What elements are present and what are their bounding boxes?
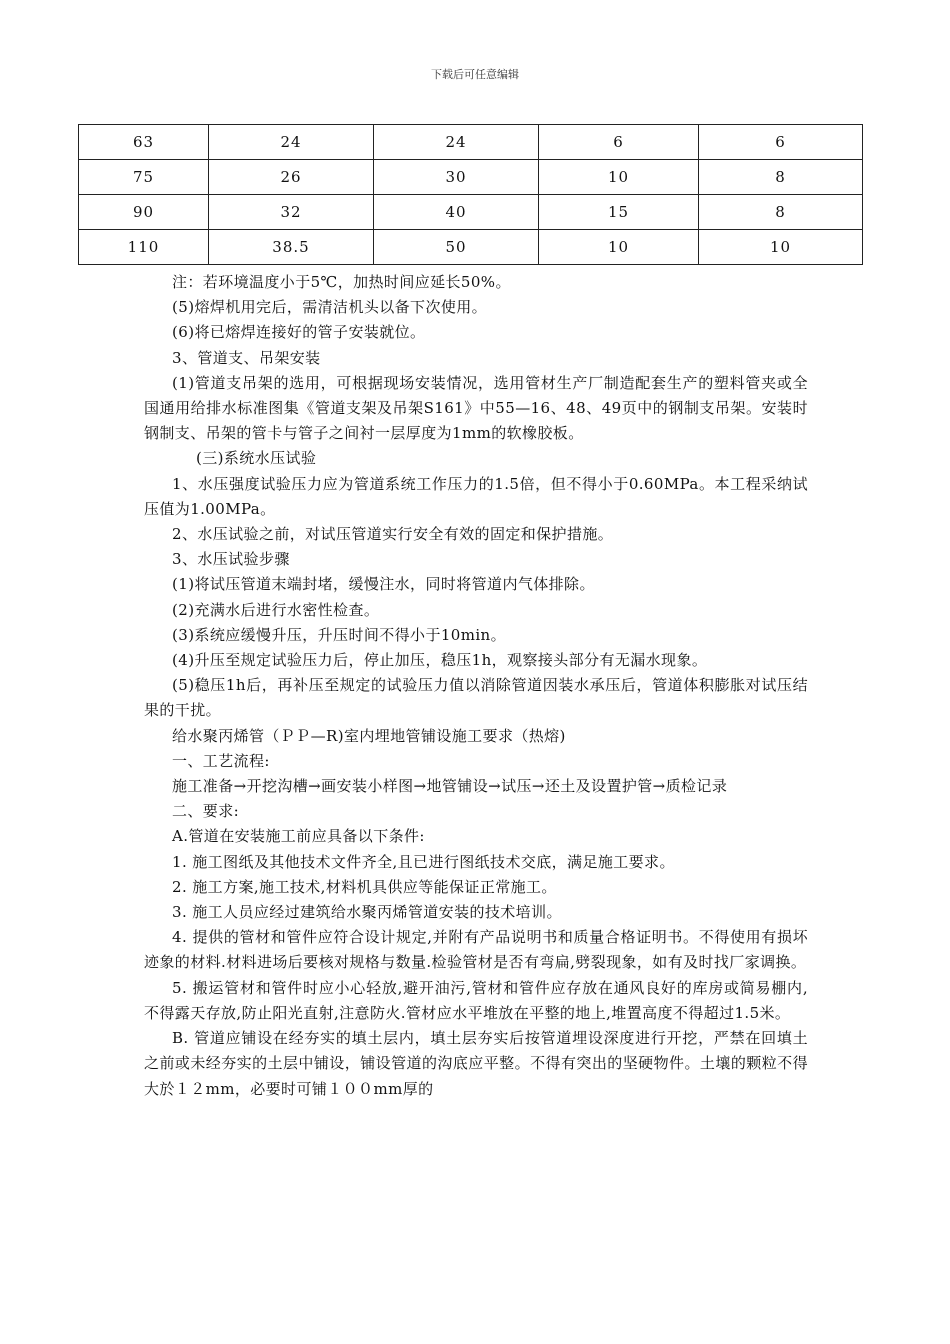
page-header-note: 下载后可任意编辑 [431,68,519,81]
list-item: (5)稳压1h后，再补压至规定的试验压力值以消除管道因装水承压后，管道体积膨胀对试压结果的干扰。 [144,676,808,720]
table-cell: 38.5 [209,230,374,265]
table-cell: 50 [374,230,539,265]
table-cell: 30 [374,160,539,195]
list-item: 2、水压试验之前，对试压管道实行安全有效的固定和保护措施。 [172,525,614,544]
table-cell: 110 [79,230,209,265]
section-heading: 3、水压试验步骤 [172,550,290,569]
table-row [79,125,863,160]
table-cell: 8 [699,160,863,195]
document-body [144,270,808,1102]
section-heading: (三)系统水压试验 [196,449,317,468]
body-paragraph: 1、水压强度试验压力应为管道系统工作压力的1.5倍，但不得小于0.60MPa。本工程采纳试压值为1.00MPa。 [144,474,808,518]
table-cell: 6 [539,125,699,160]
section-heading: 二、要求: [172,802,240,821]
list-item: (4)升压至规定试验压力后，停止加压，稳压1h，观察接头部分有无漏水现象。 [172,651,708,670]
table-row [79,195,863,230]
body-paragraph: B. 管道应铺设在经夯实的填土层内，填土层夯实后按管道埋设深度进行开挖，严禁在回填土之前或未经夯实的土层中铺设，铺设管道的沟底应平整。不得有突出的坚硬物件。土壤的颗粒不得大於１２mm，必要时可铺１００mm厚的 [144,1029,808,1098]
table-cell: 75 [79,160,209,195]
body-paragraph: (1)管道支吊架的选用，可根据现场安装情况，选用管材生产厂制造配套生产的塑料管夹或全国通用给排水标准图集《管道支架及吊架S161》中55—16、48、49页中的钢制支吊架。安装时钢制支、吊架的管卡与管子之间衬一层厚度为1mm的软橡胶板。 [144,373,808,443]
list-item: (1)将试压管道末端封堵，缓慢注水，同时将管道内气体排除。 [172,575,595,594]
table-cell: 32 [209,195,374,230]
list-item: (2)充满水后进行水密性检查。 [172,600,380,619]
section-heading: 一、工艺流程: [172,751,270,770]
table-cell: 8 [699,195,863,230]
body-paragraph: 施工准备→开挖沟槽→画安装小样图→地管铺设→试压→还土及设置护管→质检记录 [172,777,728,796]
list-item: 5. 搬运管材和管件时应小心轻放,避开油污,管材和管件应存放在通风良好的库房或简易棚内,不得露天存放,防止阳光直射,注意防火.管材应水平堆放在平整的地上,堆置高度不得超过1.5米。 [144,978,808,1022]
table-cell: 10 [539,230,699,265]
table-cell: 26 [209,160,374,195]
table-cell: 63 [79,125,209,160]
table-row [79,160,863,195]
section-heading: 给水聚丙烯管（ＰＰ—R)室内埋地管铺设施工要求（热熔) [172,726,566,745]
list-item: 2. 施工方案,施工技术,材料机具供应等能保证正常施工。 [172,877,557,896]
section-heading: 3、管道支、吊架安装 [172,348,321,367]
table-cell: 10 [699,230,863,265]
table-cell: 90 [79,195,209,230]
table-row [79,230,863,265]
list-item: 4. 提供的管材和管件应符合设计规定,并附有产品说明书和质量合格证明书。不得使用有损坏迹象的材料.材料进场后要核对规格与数量.检验管材是否有弯扁,劈裂现象，如有及时找厂家调换。 [144,928,808,972]
table-cell: 15 [539,195,699,230]
table-cell: 40 [374,195,539,230]
table-cell: 24 [374,125,539,160]
list-item: 1. 施工图纸及其他技术文件齐全,且已进行图纸技术交底，满足施工要求。 [172,852,675,871]
table-cell: 6 [699,125,863,160]
list-item: (6)将已熔焊连接好的管子安装就位。 [172,323,426,342]
list-item: (5)熔焊机用完后，需清洁机头以备下次使用。 [172,298,488,317]
spec-table [78,124,863,265]
list-item: (3)系统应缓慢升压，升压时间不得小于10min。 [172,625,507,644]
body-paragraph: A.管道在安装施工前应具备以下条件: [172,827,425,846]
table-cell: 24 [209,125,374,160]
temperature-note: 注：若环境温度小于5℃，加热时间应延长50%。 [172,273,511,291]
list-item: 3. 施工人员应经过建筑给水聚丙烯管道安装的技术培训。 [172,903,562,922]
table-cell: 10 [539,160,699,195]
